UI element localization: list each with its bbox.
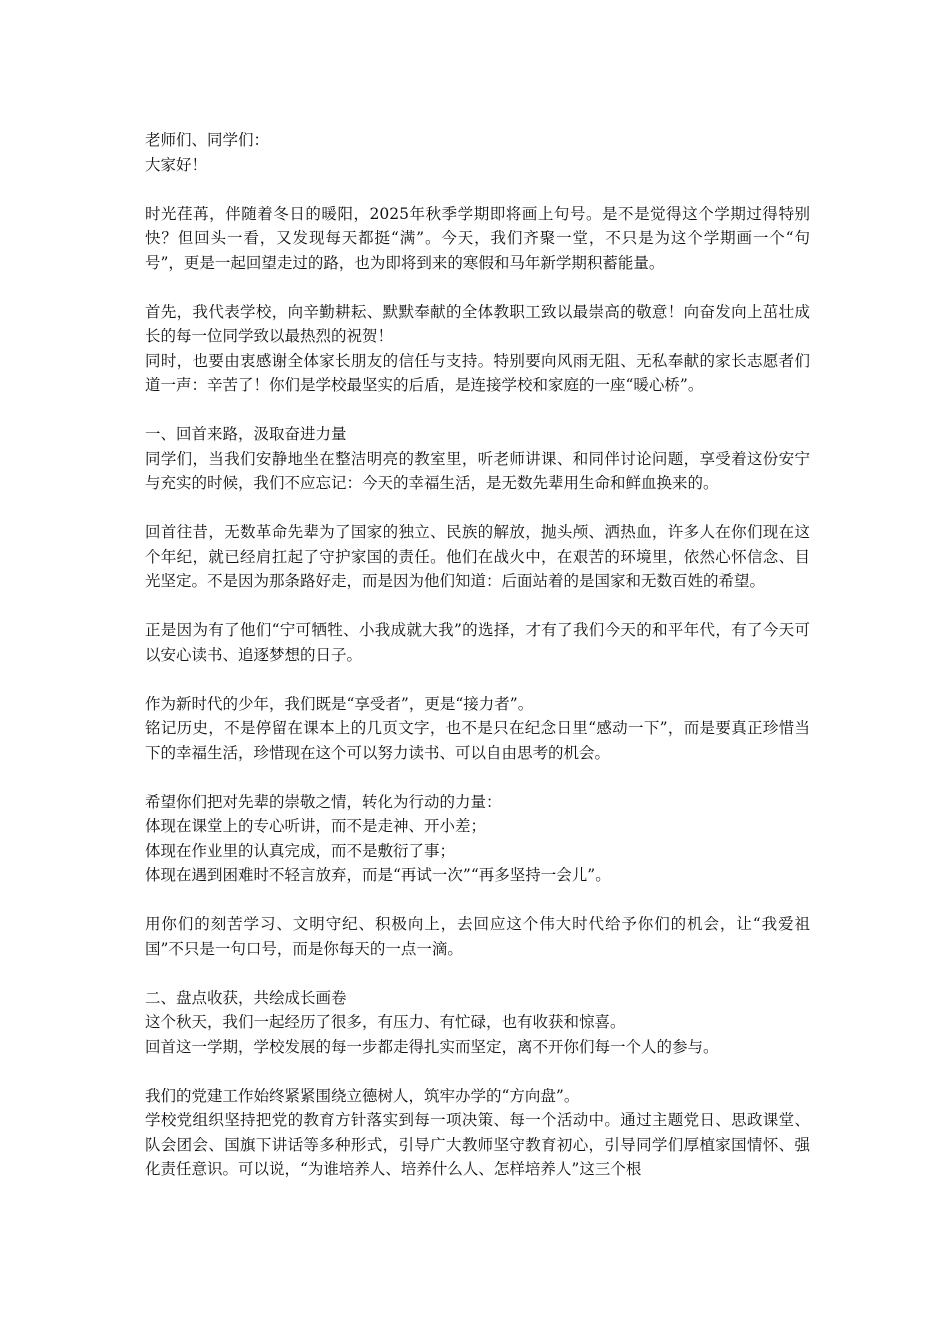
salutation: 老师们、同学们： (145, 131, 270, 149)
paragraph-gap (145, 496, 810, 521)
greeting: 大家好！ (145, 155, 208, 174)
section-heading: 二、盘点收获，共绘成长画卷 (145, 988, 347, 1007)
list-line: 体现在作业里的认真完成，而不是敷衍了事； (145, 841, 456, 860)
paragraph: 首先，我代表学校，向辛勤耕耘、默默奉献的全体教职工致以最崇高的敬意！向奋发向上茁壮成长的每一位同学致以最热烈的祝贺！ (145, 302, 810, 345)
paragraph: 我们的党建工作始终紧紧围绕立德树人，筑牢办学的“方向盘”。 (145, 1086, 580, 1105)
paragraph-gap (145, 765, 810, 790)
paragraph: 同时，也要由衷感谢全体家长朋友的信任与支持。特别要向风雨无阻、无私奉献的家长志愿者们道一声：辛苦了！你们是学校最坚实的后盾，是连接学校和家庭的一座“暖心桥”。 (145, 351, 810, 394)
paragraph: 铭记历史，不是停留在课本上的几页文字，也不是只在纪念日里“感动一下”，而是要真正珍惜当下的幸福生活，珍惜现在这个可以努力读书、可以自由思考的机会。 (145, 719, 810, 762)
document-body (145, 128, 810, 1182)
paragraph-gap (145, 594, 810, 619)
paragraph: 正是因为有了他们“宁可牺牲、小我成就大我”的选择，才有了我们今天的和平年代，有了今天可以安心读书、追逐梦想的日子。 (145, 621, 810, 664)
paragraph-gap (145, 275, 810, 300)
paragraph: 回首往昔，无数革命先辈为了国家的独立、民族的解放，抛头颅、洒热血，许多人在你们现在这个年纪，就已经肩扛起了守护家国的责任。他们在战火中，在艰苦的环境里，依然心怀信念、目光坚定。不是因为那条路好走，而是因为他们知道：后面站着的是国家和无数百姓的希望。 (145, 523, 810, 590)
paragraph: 这个秋天，我们一起经历了很多，有压力、有忙碌，也有收获和惊喜。 (145, 1013, 626, 1031)
paragraph-gap (145, 961, 810, 986)
paragraph-gap (145, 177, 810, 202)
paragraph: 回首这一学期，学校发展的每一步都走得扎实而坚定，离不开你们每一个人的参与。 (145, 1037, 719, 1056)
list-line: 体现在课堂上的专心听讲，而不是走神、开小差； (145, 817, 487, 835)
paragraph: 希望你们把对先辈的崇敬之情，转化为行动的力量： (145, 792, 502, 811)
list-line: 体现在遇到困难时不轻言放弃，而是“再试一次”“再多坚持一会儿”。 (145, 866, 611, 884)
paragraph: 时光荏苒，伴随着冬日的暖阳，2025年秋季学期即将画上句号。是不是觉得这个学期过得特别快？但回头一看，又发现每天都挺“满”。今天，我们齐聚一堂，不只是为这个学期画一个“句号”，更是一起回望走过的路，也为即将到来的寒假和马年新学期积蓄能量。 (145, 204, 810, 272)
paragraph: 作为新时代的少年，我们既是“享受者”，更是“接力者”。 (145, 694, 534, 713)
section-heading: 一、回首来路，汲取奋进力量 (145, 425, 347, 443)
paragraph-gap (145, 1059, 810, 1084)
paragraph-gap (145, 667, 810, 692)
paragraph: 学校党组织坚持把党的教育方针落实到每一项决策、每一个活动中。通过主题党日、思政课堂、队会团会、国旗下讲话等多种形式，引导广大教师坚守教育初心，引导同学们厚植家国情怀、强化责任意识。可以说，“为谁培养人、培养什么人、怎样培养人”这三个根 (145, 1111, 810, 1178)
paragraph-gap (145, 888, 810, 913)
paragraph-gap (145, 398, 810, 423)
paragraph: 用你们的刻苦学习、文明守纪、积极向上，去回应这个伟大时代给予你们的机会，让“我爱祖国”不只是一句口号，而是你每天的一点一滴。 (145, 915, 810, 958)
paragraph: 同学们，当我们安静地坐在整洁明亮的教室里，听老师讲课、和同伴讨论问题，享受着这份安宁与充实的时候，我们不应忘记：今天的幸福生活，是无数先辈用生命和鲜血换来的。 (145, 449, 810, 492)
